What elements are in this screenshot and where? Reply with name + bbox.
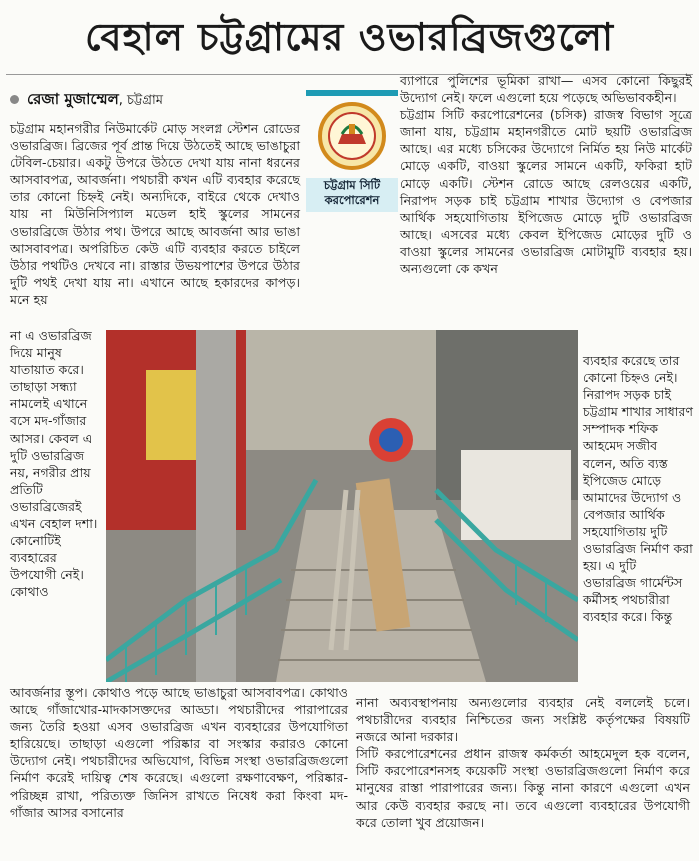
byline-location: , চট্টগ্রাম (118, 93, 163, 108)
article-bottom-left: আবর্জনার স্তূপ। কোথাও পড়ে আছে ভাঙাচুরা আসবাবপত্র। কোথাও আছে গাঁজাখোর-মাদকাসক্তদের আড্ডা। পথচারীদের পারাপারের জন্য তৈরি হওয়া এসব ওভারব্রিজ এখন ব্যবহারের উপযোগিতা হারিয়েছে। তাছাড়া এগুলো পরিষ্কার বা সংস্কার করারও কোনো উদ্যোগ নেই। পথচারীদের অভিযোগ, বিভিন্ন সংস্থা ওভারব্রিজগুলো নির্মাণ করেই দায়িত্ব শেষ করেছে। এগুলো রক্ষণাবেক্ষণ, পরিষ্কার-পরিচ্ছন্ন রাখা, পরিত্যক্ত জিনিস রাখতে নিষেধ করা কিংবা মদ-গাঁজার আসর বসানোর (10, 685, 348, 820)
headline: বেহাল চট্টগ্রামের ওভারব্রিজগুলো (85, 14, 614, 59)
bullet-icon (10, 95, 19, 104)
footbridge-photo (106, 330, 578, 682)
col2-paragraph-2: চট্টগ্রাম সিটি করপোরেশনের (চসিক) রাজস্ব বিভাগ সূত্রে জানা যায়, চট্টগ্রাম মহানগরীতে মোট ছয়টি ওভারব্রিজ আছে। এর মধ্যে চসিকের উদ্যোগে নির্মিত হয় নিউ মার্কেট মোড়ে একটি, বাওয়া স্কুলের সামনে একটি, ফকিরা হাট মোড়ে একটি। স্টেশন রোডে আছে রেলওয়ের একটি, নিরাপদ সড়ক চাই চট্টগ্রাম শাখার উদ্যোগ ও বেপজার আর্থিক সহযোগিতায় ইপিজেড মোড়ে দুটি ওভারব্রিজ আছে। এসবের মধ্যে কেবল ইপিজেড মোড়ের দুটি ও বাওয়া স্কুলের সামনের ওভারব্রিজ মোটামুটি ব্যবহার হয়। অন্যগুলো কে কখন (400, 107, 692, 277)
col1-paragraph: চট্টগ্রাম মহানগরীর নিউমার্কেট মোড় সংলগ্ন স্টেশন রোডের ওভারব্রিজ। ব্রিজের পূর্ব প্রান্ত দিয়ে উঠতেই আছে ভাঙাচুরা টেবিল-চেয়ার। একটু উপরে উঠতে দেখা যায় নানা ধরনের আসবাবপত্র, আবর্জনা। পথচারী কখন এটি ব্যবহার করেছে তার কোনো চিহ্নই নেই। অন্যদিকে, বাইরে থেকে দেখাও যায় না মিউনিসিপ্যাল মডেল হাই স্কুলের সামনের ওভারব্রিজে উঠার পথ। উপরে আছে আবর্জনা আর ভাঙা আসবাবপত্র। অপরিচিত কেউ এটি ব্যবহার করতে চাইলে উঠার পথটিও দেখবে না। রাস্তার উভয়পাশের উপরে উঠার দুটি পথই দেখা যায় না। এখানে আছে হকারদের কাপড়। মনে হয় (10, 121, 300, 307)
article-col1 (10, 120, 300, 308)
article-bottom-right (356, 694, 690, 831)
byline-author: রেজা মুজাম্মেল (27, 90, 119, 108)
bottom-right-paragraph-2: সিটি করপোরেশনের প্রধান রাজস্ব কর্মকর্তা আহমেদুল হক বলেন, সিটি করপোরেশনসহ কয়েকটি সংস্থা ওভারব্রিজগুলো নির্মাণ করে মানুষের রাস্তা পারাপারের জন্য। কিন্তু নানা কারণে এগুলো এখন আর কেউ ব্যবহার করছে না। তবে এগুলো ব্যবহারের উপযোগী করে তোলা খুব প্রয়োজন। (356, 746, 690, 830)
article-narrow-right: ব্যবহার করেছে তার কোনো চিহ্নও নেই। নিরাপদ সড়ক চাই চট্টগ্রাম শাখার সাধারণ সম্পাদক শফিক আহমেদ সজীব বলেন, অতি ব্যস্ত ইপিজেড মোড়ে আমাদের উদ্যোগ ও বেপজার আর্থিক সহযোগিতায় দুটি ওভারব্রিজ নির্মাণ করা হয়। এ দুটি ওভারব্রিজ গার্মেন্টস কর্মীসহ পথচারীরা ব্যবহার করে। কিন্তু (583, 353, 694, 625)
article-col2 (400, 72, 692, 277)
byline (10, 88, 163, 113)
city-corporation-emblem-icon (306, 90, 398, 178)
bottom-right-paragraph-1: নানা অব্যবস্থাপনায় অন্যগুলোর ব্যবহার নেই বললেই চলে। পথচারীদের ব্যবহার নিশ্চিতের জন্য সংশ্লিষ্ট কর্তৃপক্ষের বিষয়টি নজরে আনা দরকার। (356, 695, 690, 745)
logo-caption: চট্টগ্রাম সিটি করপোরেশন (306, 178, 398, 212)
article-narrow-left: না এ ওভারব্রিজ দিয়ে মানুষ যাতায়াত করে। তাছাড়া সন্ধ্যা নামলেই এখানে বসে মদ-গাঁজার আসর। কেবল এ দুটি ওভারব্রিজ নয়, নগরীর প্রায় প্রতিটি ওভারব্রিজেরই এখন বেহাল দশা। কোনোটিই ব্যবহারের উপযোগী নেই। কোথাও (10, 328, 98, 600)
col2-paragraph-1: ব্যাপারে পুলিশের ভূমিকা রাখা— এসব কোনো কিছুরই উদ্যোগ নেই। ফলে এগুলো হয়ে পড়েছে অভিভাবকহীন। (400, 73, 692, 106)
